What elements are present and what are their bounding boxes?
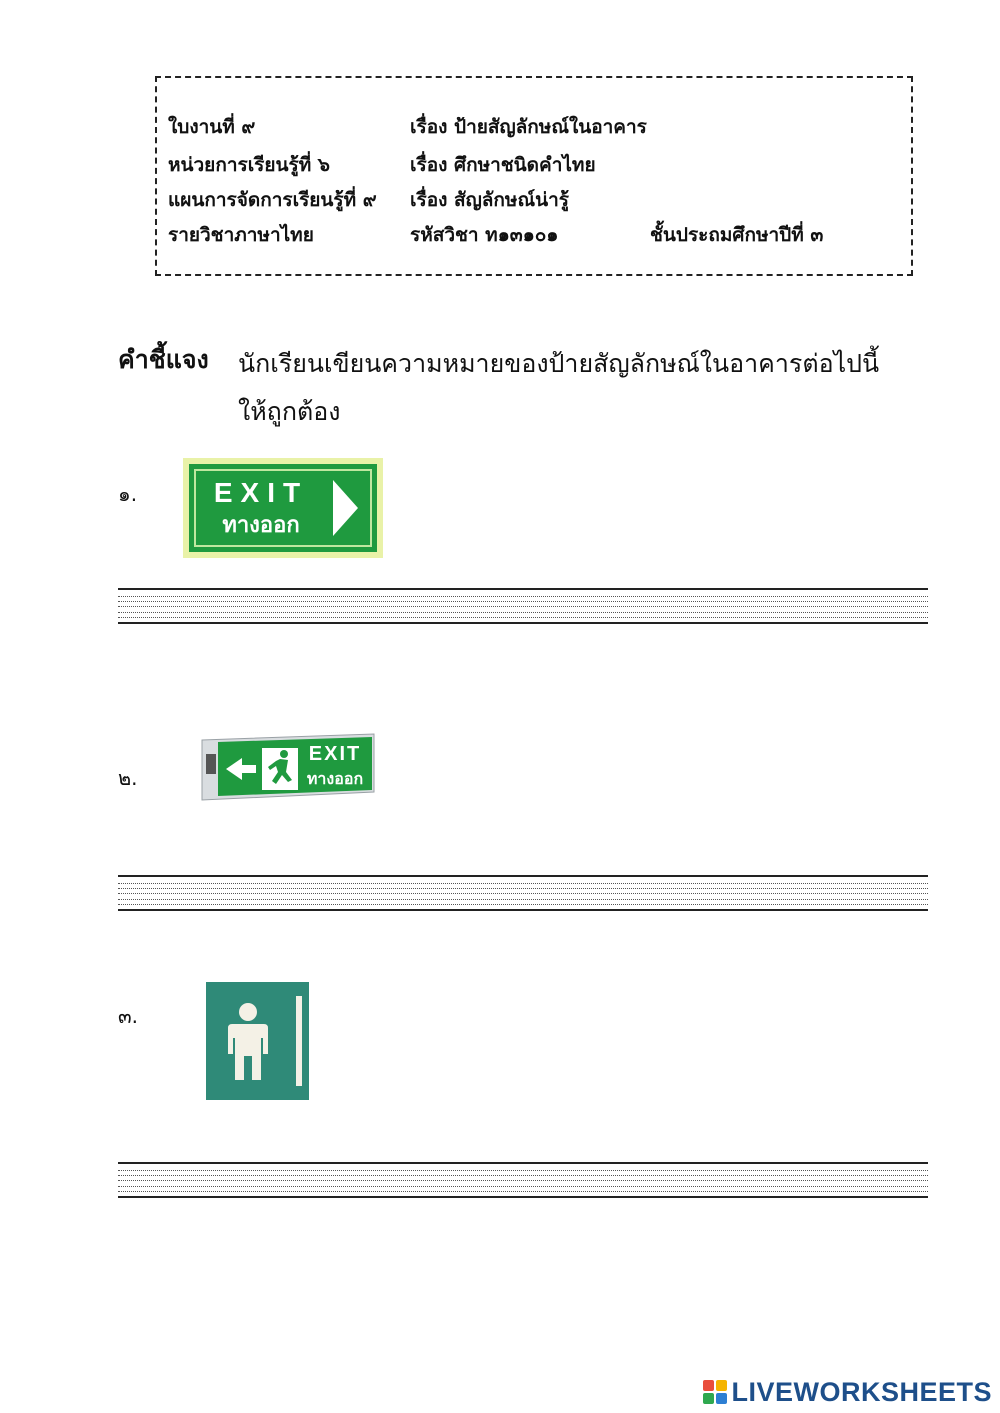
liveworksheets-logo-icon — [703, 1380, 727, 1404]
exit-light-text-th: ทางออก — [306, 769, 364, 788]
exit-light-text-en: EXIT — [308, 743, 362, 765]
exit-light-box-image-2 — [198, 730, 378, 802]
instructions-text — [238, 340, 888, 436]
liveworksheets-wordmark: LIVEWORKSHEETS — [731, 1376, 992, 1407]
header-lesson-plan: แผนการจัดการเรียนรู้ที่ ๙ — [168, 189, 377, 211]
instructions-line-2: ให้ถูกต้อง — [238, 397, 341, 426]
exit-sign-text-th: ทางออก — [222, 513, 300, 538]
header-subject: รายวิชาภาษาไทย — [168, 224, 314, 246]
question-number-3: ๓. — [118, 1004, 139, 1028]
instructions-label: คำชี้แจง — [118, 345, 209, 374]
header-lesson-topic: เรื่อง สัญลักษณ์น่ารู้ — [410, 189, 569, 211]
answer-lines-3[interactable] — [118, 1162, 928, 1198]
header-worksheet-topic: เรื่อง ป้ายสัญลักษณ์ในอาคาร — [410, 116, 647, 138]
header-grade-level: ชั้นประถมศึกษาปีที่ ๓ — [650, 224, 824, 246]
restroom-divider-bar — [296, 996, 302, 1086]
answer-lines-2[interactable] — [118, 875, 928, 911]
exit-sign-image-1 — [183, 458, 383, 558]
header-worksheet-number: ใบงานที่ ๙ — [168, 116, 256, 138]
instructions-line-1: นักเรียนเขียนความหมายของป้ายสัญลักษณ์ในอาคารต่อไปนี้ — [238, 349, 880, 378]
question-number-2: ๒. — [118, 766, 138, 790]
liveworksheets-branding[interactable] — [703, 1377, 992, 1407]
header-subject-code: รหัสวิชา ท๑๓๑๐๑ — [410, 224, 559, 246]
exit-sign-text-en: EXIT — [213, 477, 309, 508]
header-unit-topic: เรื่อง ศึกษาชนิดคำไทย — [410, 154, 596, 176]
exit-light-end-cap — [206, 754, 216, 774]
header-unit: หน่วยการเรียนรู้ที่ ๖ — [168, 154, 330, 176]
mens-restroom-sign-image-3 — [206, 982, 309, 1100]
answer-lines-1[interactable] — [118, 588, 928, 624]
question-number-1: ๑. — [118, 482, 138, 506]
